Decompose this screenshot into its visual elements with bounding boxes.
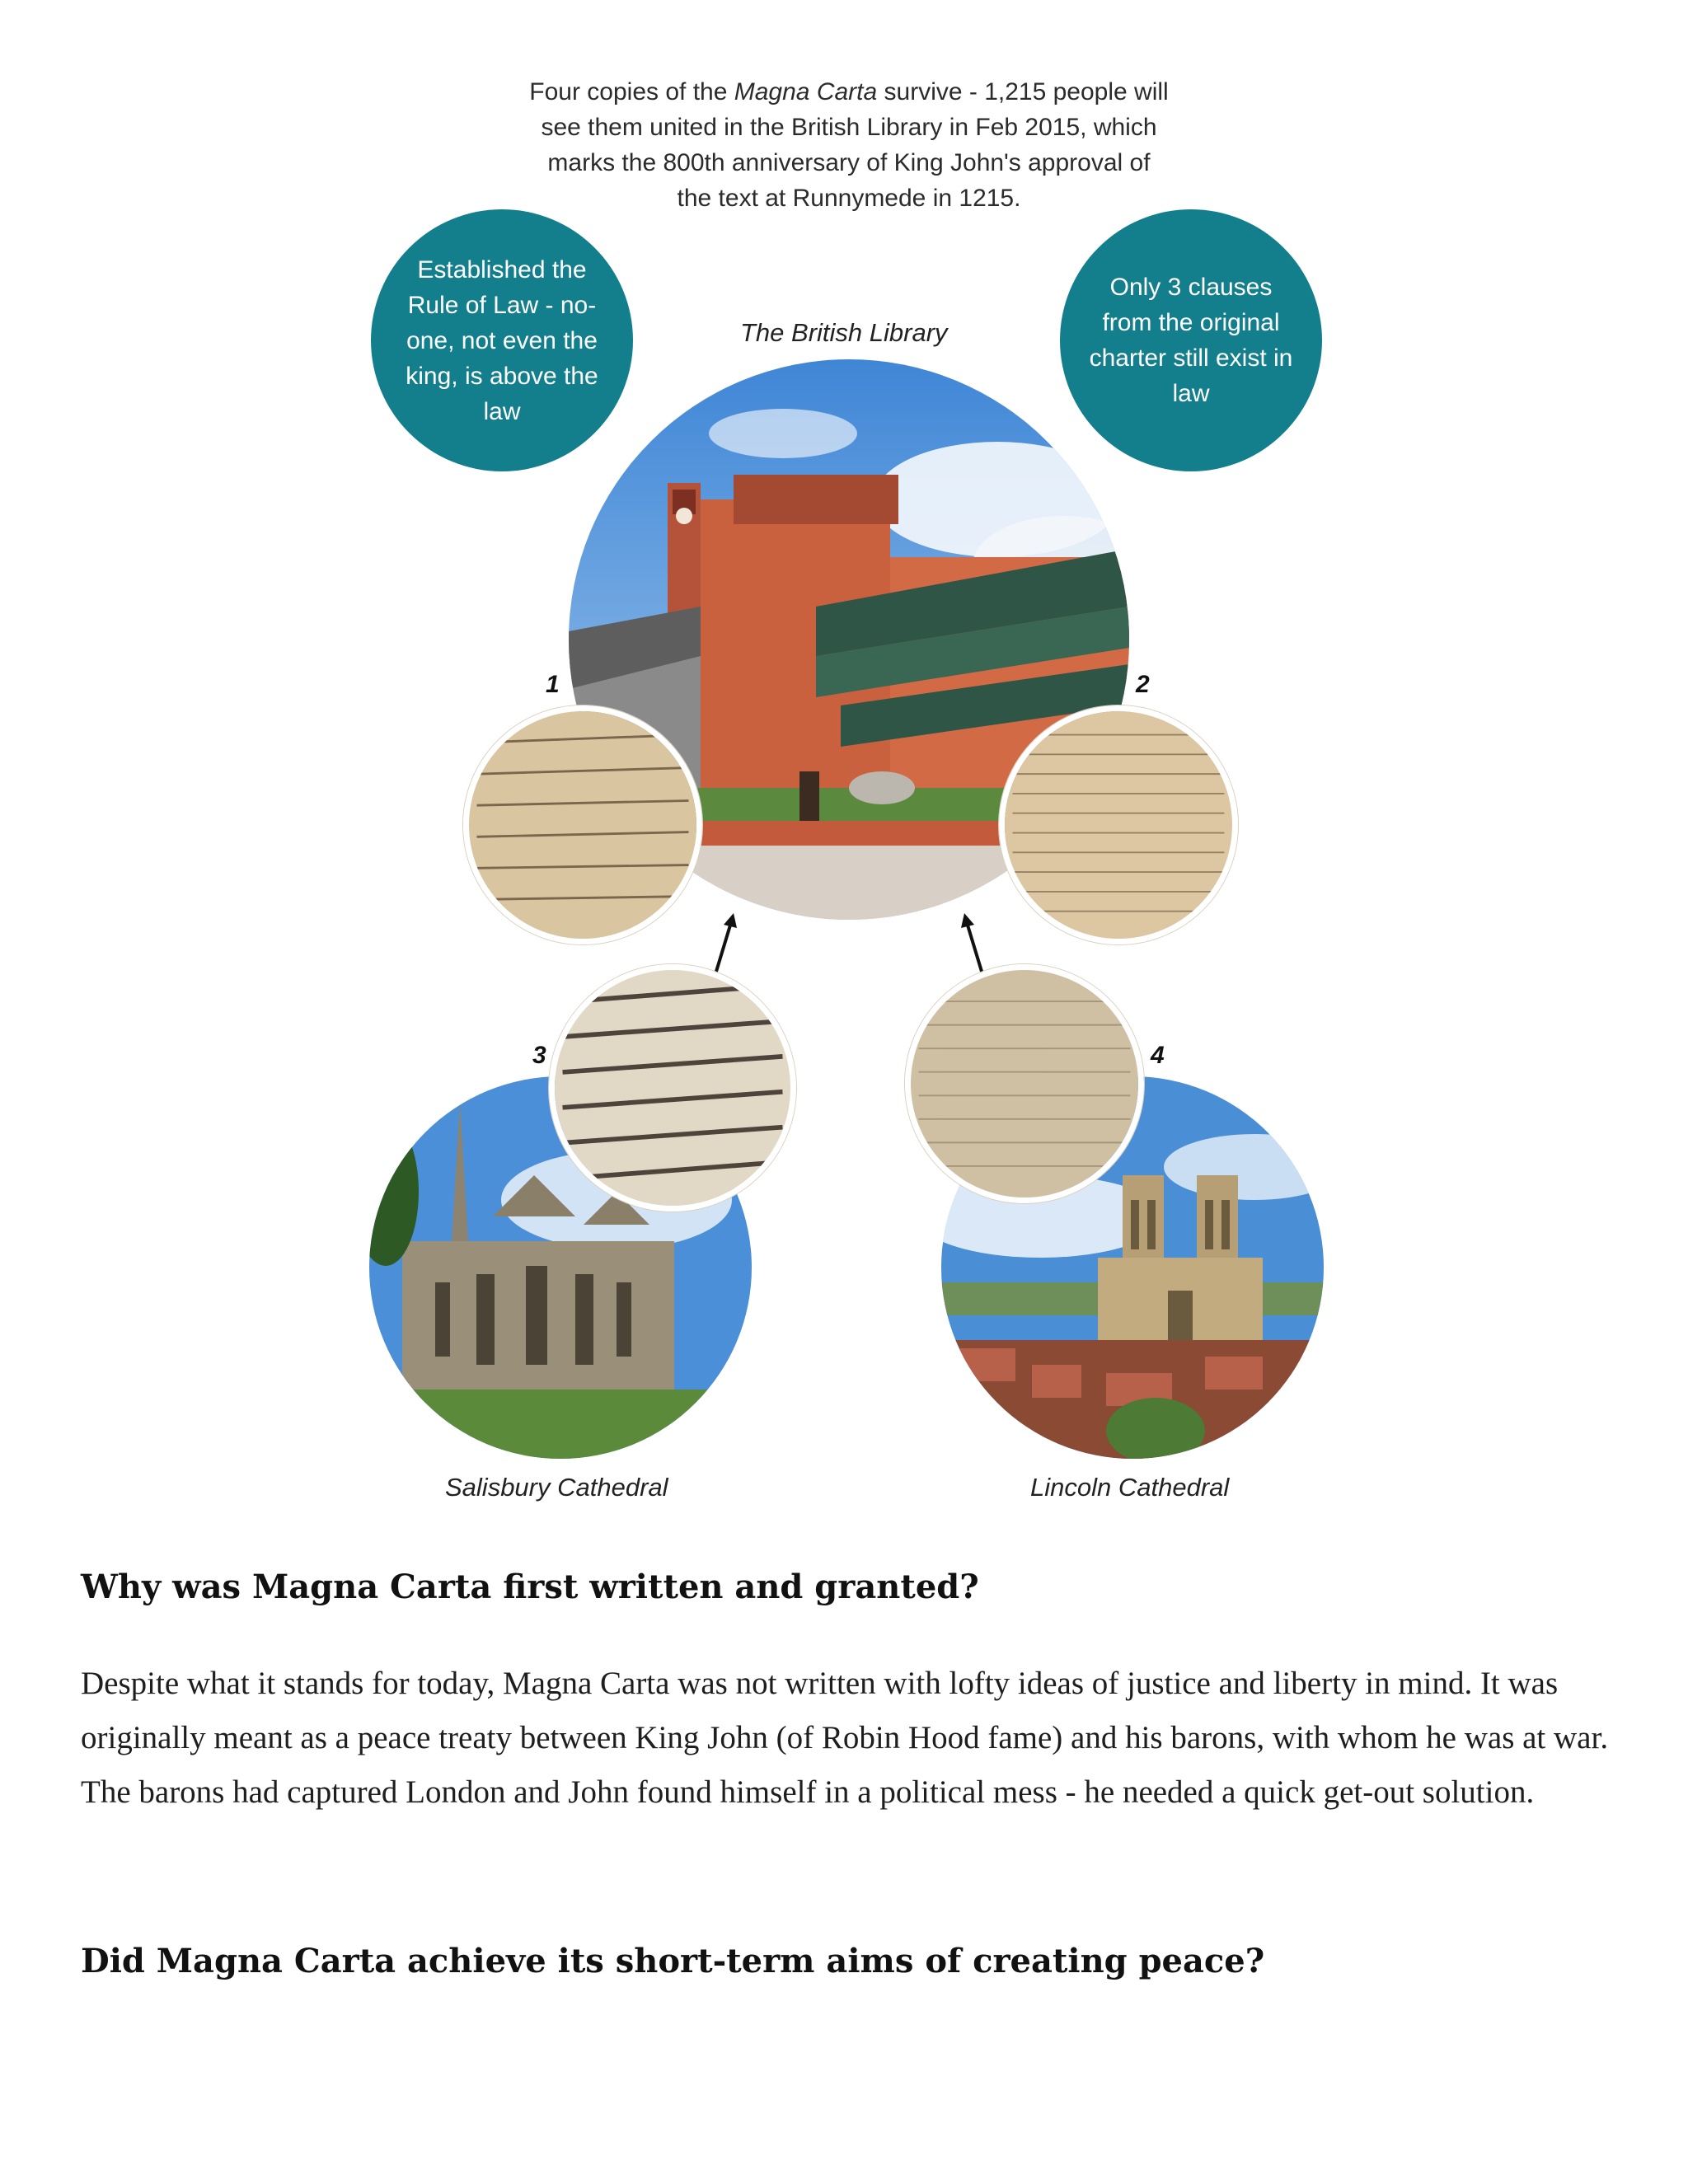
fact-circle-clauses [1060,209,1322,471]
copy-number-2: 2 [1136,671,1150,698]
caption-text-start: Four copies of the [529,78,734,105]
arrow-up-right-icon [709,912,742,977]
label-british-library: The British Library [740,318,948,347]
copy-number-4: 4 [1151,1042,1165,1069]
caption-italic-title: Magna Carta [734,78,878,105]
fact-text-rule-of-law: Established the Rule of Law - no-one, not even the king, is above the law [406,255,598,425]
section-heading-short-term-aims: Did Magna Carta achieve its short-term aims of creating peace? [81,1942,1265,1980]
fact-circle-rule-of-law [371,209,633,471]
label-lincoln-cathedral: Lincoln Cathedral [1030,1473,1230,1502]
manuscript-copy-3 [549,964,796,1212]
label-salisbury-cathedral: Salisbury Cathedral [445,1473,668,1502]
copy-number-3: 3 [532,1042,546,1069]
arrow-up-left-icon [956,912,989,977]
section-heading-why-written: Why was Magna Carta first written and granted? [81,1568,979,1606]
infographic-caption [528,74,1170,216]
copy-number-1: 1 [546,671,560,698]
manuscript-copy-2 [999,705,1238,944]
fact-text-clauses: Only 3 clauses from the original charter still exist in law [1089,274,1293,407]
caption-text-end: survive - 1,215 people will see them united in the British Library in Feb 2015, which marks the 800th anniversary of King John's approval of the text at Runnymede in 1215. [541,78,1169,212]
manuscript-copy-1 [463,705,702,944]
article-paragraph: Despite what it stands for today, Magna Carta was not written with lofty ideas of justice and liberty in mind. It was originally meant as a peace treaty between King John (of Robin Hood fame) and his barons, with whom he was at war. The barons had captured London and John found himself in a political mess - he needed a quick get-out solution. [81,1666,1609,1810]
manuscript-copy-4 [905,964,1144,1203]
